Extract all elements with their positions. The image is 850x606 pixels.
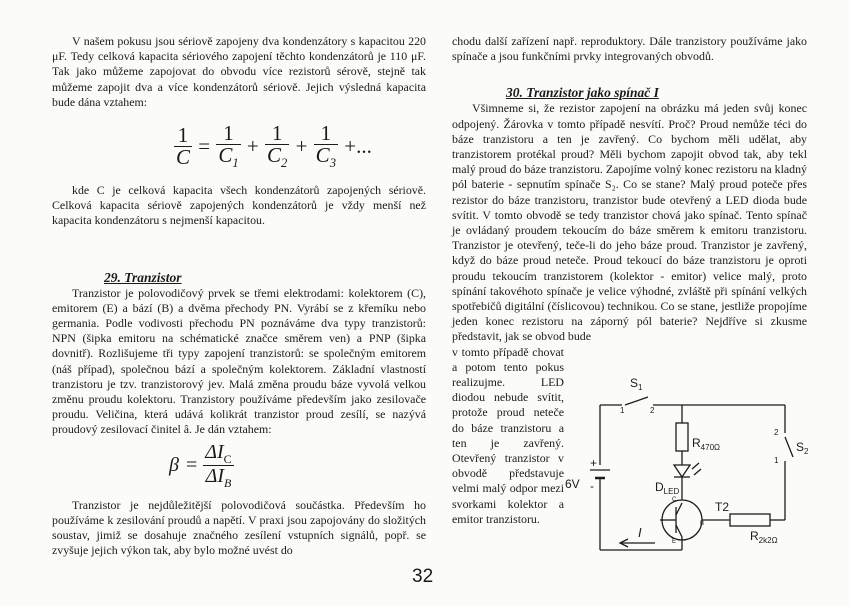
section-30-heading: 30. Tranzistor jako spínač I — [506, 85, 659, 101]
intro-paragraph: V našem pokusu jsou sériově zapojeny dva kondenzátory s kapacitou 220 μF. Tedy celková kapacita sériového zapojení těchto kondenzátorů je 110 μF. Tak jako můžeme zapojovat do obvodu více rezistorů sérově, stejně tak můžeme zapojit dva a více kondenzátorů sériově. Jejich výsledná kapacita bude dána vztahem: — [52, 34, 426, 109]
label-battery-plus: + — [590, 456, 598, 470]
label-t2: T2 — [715, 500, 730, 514]
left-column — [52, 34, 426, 558]
label-s1-pin2: 2 — [650, 406, 655, 415]
label-s2: $S_2$ — [796, 440, 809, 456]
resistor-r1 — [676, 423, 688, 451]
label-s1: $S_1$ — [630, 376, 643, 392]
label-s2-pin1: 1 — [774, 456, 779, 465]
label-collector: C — [672, 497, 677, 503]
label-battery-minus: - — [590, 479, 594, 493]
label-current: I — [638, 525, 642, 540]
transistor-switch-circuit — [560, 375, 820, 565]
narrow-paragraph: v tomto případě chovat a potom tento pokus realizujme. LED diodou nebude svítit, protože proud neteče do báze tranzistoru a ten je zavřený. Otevřený tranzistor v obvodě představuje velmi malý odpor mezi svorkami kolektor a emitor tranzistoru. — [452, 344, 564, 526]
label-r2: $R_{2k2\Omega}$ — [750, 529, 778, 545]
resistor-r2 — [730, 514, 770, 526]
switch-s2-blade — [785, 437, 793, 457]
beta-formula: β = $\frac{\Delta I_C}{\Delta I_B}$ — [169, 440, 232, 490]
section-30-paragraph: Všimneme si, že rezistor zapojení na obrázku má jeden svůj konec odpojený. Žárovka v tomto případě nesvítí. Proč? Proud nemůže téci do báze tranzistoru a ten je zavřený. Co bychom měli udělat, aby tranzistorem protékal proud? Měli bychom zapojit obvod tak, aby tekl malý proud do báze tranzistoru. Zapojíme volný konec rezistoru na kladný pól baterie - sepnutím spínače S₂. Co se stane? Malý proud poteče přes rezistor do báze tranzistoru, tranzistor bude otevřený a LED dioda bude svítit. V tomto obvodě se tedy tranzistor chová jako spínač. Tento spínač je ovládaný proudem tekoucím do báze směrem k emitoru tranzistoru. Tranzistor je otevřený, teče-li do jeho báze proud. Tranzistor je zavřený, když do báze proud neteče. Proud tekoucí do báze tranzistoru je oproti proudu tekoucím tranzistorem (kolektor - emitor) velice malý, proto spínání takovéhoto spínače je velice výhodné, zvláště při spínání velkých spotřebičů digitální (číslicovou) technikou. Co se stane, jestliže propojíme jeden konec rezistoru na záporný pól baterie? Nejdříve si zkusme představit, jak se obvod bude — [452, 101, 807, 344]
label-battery-voltage: 6V — [565, 477, 580, 491]
transistor-emitter — [676, 525, 682, 537]
section-29-heading: 29. Tranzistor — [104, 269, 182, 285]
continuation-paragraph: chodu další zařízení např. reproduktory. Dále tranzistory používáme jako spínače a jsou funkčními prvky integrovaných obvodů. — [452, 34, 807, 64]
label-led: $D_{LED}$ — [655, 480, 680, 496]
label-base: B — [700, 521, 705, 527]
label-s1-pin1: 1 — [620, 406, 625, 415]
final-paragraph: Tranzistor je nejdůležitější polovodičová součástka. Především ho používáme k zesilování proudů a napětí. V praxi jsou zapojovány do složitých soustav, jimiž se dosahuje značného zesílení vstupních signálů, popř. se zvyšuje jejich výkon tak, aby bylo možné uvést do — [52, 497, 426, 558]
capacitance-formula: $\frac{1}{C}$ = $\frac{1}{C_1}$ + $\frac{1}{C_2}$ + $\frac{1}{C_3}$ +... — [176, 121, 372, 171]
label-s2-pin2: 2 — [774, 428, 779, 437]
after-formula-paragraph: kde C je celková kapacita všech kondenzátorů zapojených sériově. Celková kapacita sériově zapojených kondenzátorů je vždy menší než kapacita kondenzátoru s nejmenší kapacitou. — [52, 183, 426, 228]
section-29-paragraph: Tranzistor je polovodičový prvek se třemi elektrodami: kolektorem (C), emitorem (E) a bází (B) a dvěma přechody PN. Vyrábí se z křemíku nebo germania. Podle vodivosti přechodu PN poznáváme dva typy tranzistorů: NPN (šipka emitoru na schématické značce směrem ven) a PNP (šipka dovnitř). Rozlišujeme tři typy zapojení tranzistorů: se společným emitorem (náš případ), společnou bází a společným kolektorem. Základní vlastností tranzistoru je tzv. tranzistorový jev. Malá změna proudu báze vyvolá velkou změnu proudu kolektoru. Tranzistory používáme především jako zesilovače proudu. Veličina, která udává kolikrát tranzistor proud zesílí, se nazývá proudový zesilovací činitel â. Je dán vztahem: — [52, 285, 426, 437]
transistor-collector — [676, 503, 682, 515]
page-number: 32 — [412, 566, 434, 587]
led-diode — [674, 465, 690, 477]
label-emitter: E — [672, 539, 677, 545]
label-r1: $R_{470\Omega}$ — [692, 436, 720, 452]
switch-s1-blade — [625, 397, 648, 405]
led-arrow-2 — [694, 469, 701, 475]
led-arrow-1 — [692, 463, 699, 469]
